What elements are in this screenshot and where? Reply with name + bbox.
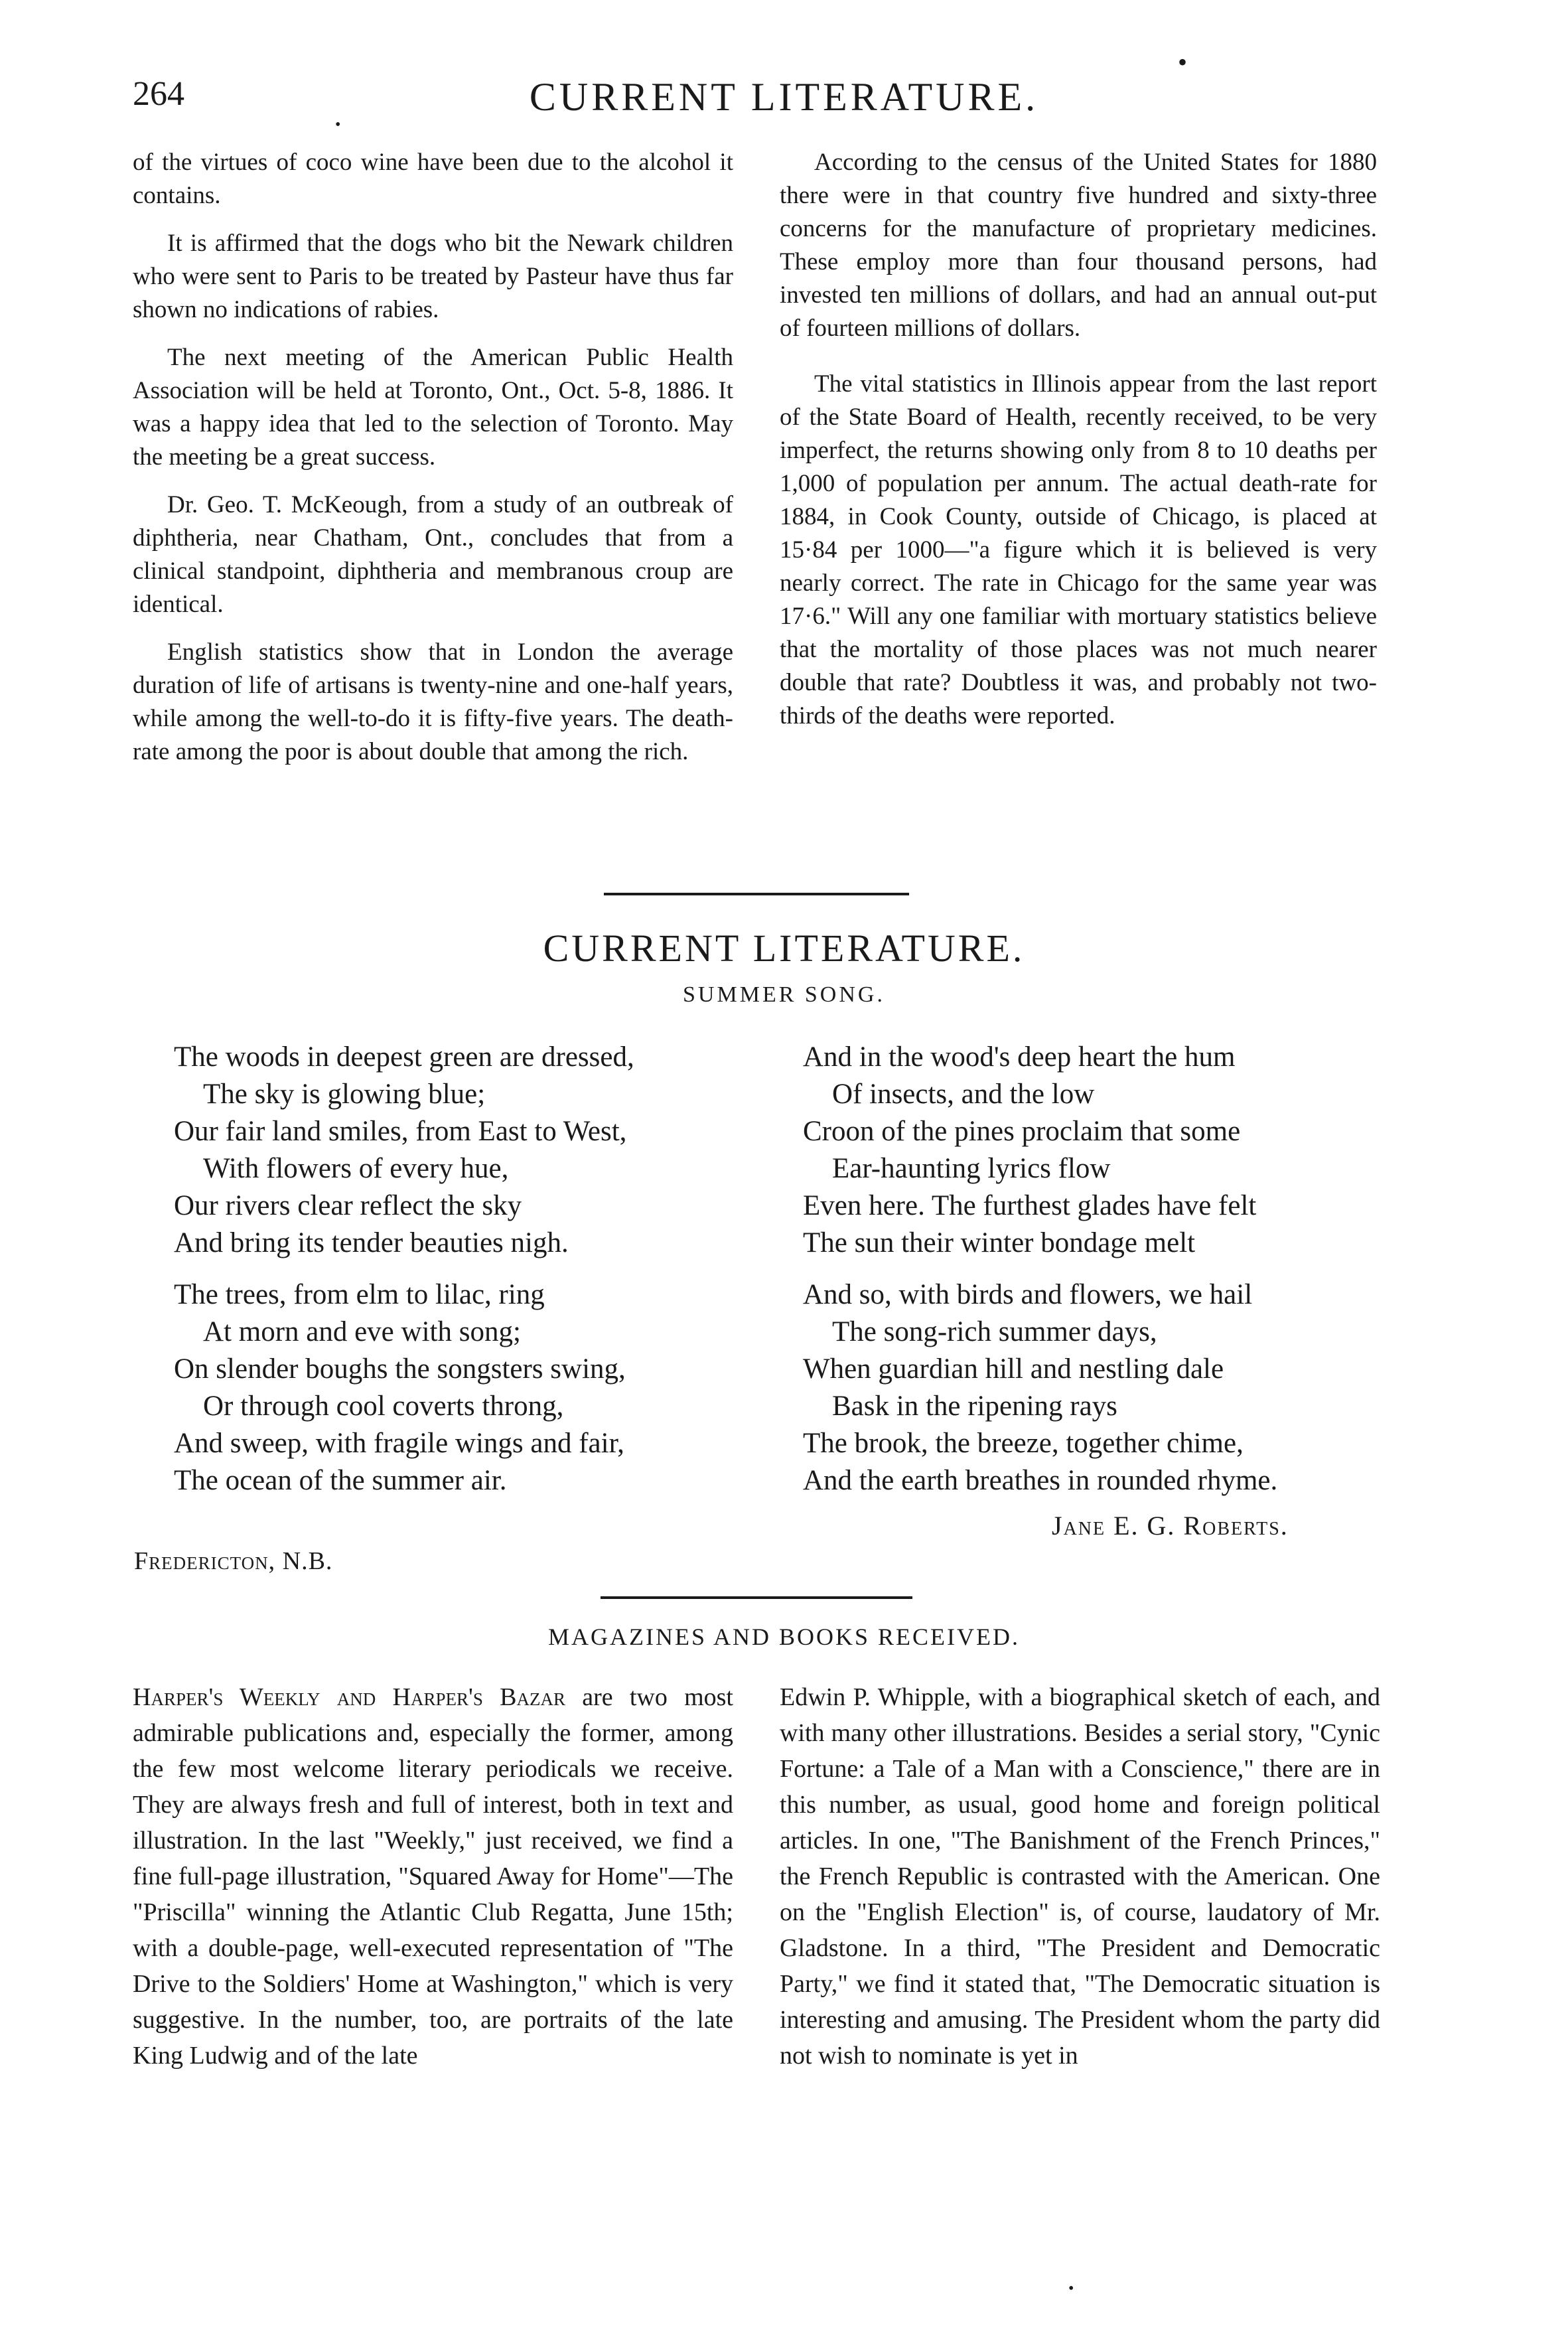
note-paragraph: Dr. Geo. T. McKeough, from a study of an outbreak of diphtheria, near Chatham, Ont., concludes that from a clinical standpoint, diphtheria and membranous croup are identical. <box>133 491 733 618</box>
review-text: are two most admirable publications and, especially the former, among the few most welcome literary periodicals we receive. They are always fresh and full of interest, both in text and illustration. In the last "Weekly," just received, we find a fine full-page illustration, "Squared Away for Home"—The "Priscilla" winning the Atlantic Club Regatta, June 15th; with a double-page, well-executed representation of "The Drive to the Soldiers' Home at Washington," which is very suggestive. In the number, too, are portraits of the late King Ludwig and of the late <box>133 1683 733 2070</box>
poem-line: And bring its tender beauties nigh. <box>174 1227 569 1258</box>
poem-title: SUMMER SONG. <box>683 982 885 1007</box>
poem-stanza <box>174 1039 634 1262</box>
poem-line: Bask in the ripening rays <box>832 1391 1117 1422</box>
poem-left-column <box>174 1039 634 1514</box>
poem-line: The ocean of the summer air. <box>174 1465 507 1496</box>
poem-line: At morn and eve with song; <box>203 1316 521 1347</box>
note-paragraph: English statistics show that in London the average duration of life of artisans is twenty-nine and one-half years, while among the well-to-do it is fifty-five years. The death-rate among the poor is about double that among the rich. <box>133 639 733 765</box>
magazines-left-column <box>133 1679 733 2088</box>
poem-line: When guardian hill and nestling dale <box>803 1353 1224 1385</box>
section-divider <box>604 893 909 895</box>
poem-right-column <box>803 1039 1277 1514</box>
poem-line: Or through cool coverts throng, <box>203 1391 564 1422</box>
poem-line: On slender boughs the songsters swing, <box>174 1353 626 1385</box>
note-paragraph: of the virtues of coco wine have been due to the alcohol it contains. <box>133 149 733 209</box>
note-paragraph: It is affirmed that the dogs who bit the Newark children who were sent to Paris to be treated by Pasteur have thus far shown no indications of rabies. <box>133 230 733 323</box>
poem-line: With flowers of every hue, <box>203 1153 509 1184</box>
poem-stanza <box>174 1276 634 1499</box>
section-divider <box>601 1596 912 1599</box>
poem-line: Our fair land smiles, from East to West, <box>174 1116 627 1147</box>
review-paragraph <box>133 1679 733 2074</box>
page-number: 264 <box>133 75 184 113</box>
poem-line: Of insects, and the low <box>832 1079 1095 1110</box>
ornament-dot: • <box>1068 2280 1074 2297</box>
note-paragraph: According to the census of the United States for 1880 there were in that country five hundred and sixty-three concerns for the manufacture of proprietary medicines. These employ more than four thousand persons, had invested ten millions of dollars, and had an annual out-put of fourteen millions of dollars. <box>780 149 1377 342</box>
poem-line: The song-rich summer days, <box>832 1316 1157 1347</box>
notes-left-column <box>133 146 733 783</box>
poem-line: And in the wood's deep heart the hum <box>803 1041 1236 1073</box>
poem-line: Ear-haunting lyrics flow <box>832 1153 1111 1184</box>
note-paragraph: The next meeting of the American Public Health Association will be held at Toronto, Ont., Oct. 5-8, 1886. It was a happy idea that led to the selection of Toronto. May the meeting be a great success. <box>133 344 733 471</box>
ornament-dot: • <box>335 116 341 133</box>
poem-line: The sky is glowing blue; <box>203 1079 486 1110</box>
review-lead: Harper's Weekly and Harper's Bazar <box>133 1683 565 1711</box>
poem-line: The sun their winter bondage melt <box>803 1227 1196 1258</box>
review-paragraph: Edwin P. Whipple, with a biographical sketch of each, and with many other illustrations. Besides a serial story, "Cynic Fortune: a Tale of a Man with a Conscience," there are in this number, as usual, good home and foreign political articles. In one, "The Banishment of the French Princes," the French Republic is contrasted with the American. One on the "English Election" is, of course, laudatory of Mr. Gladstone. In a third, "The President and Democratic Party," we find it stated that, "The Democratic situation is interesting and amusing. The President whom the party did not wish to nominate is yet in <box>780 1683 1380 2070</box>
poem-author: Jane E. G. Roberts. <box>1052 1511 1289 1541</box>
running-title: CURRENT LITERATURE. <box>529 75 1039 119</box>
poem-line: And so, with birds and flowers, we hail <box>803 1279 1253 1310</box>
magazines-right-column <box>780 1679 1380 2088</box>
poem-place: Fredericton, N.B. <box>134 1547 333 1575</box>
ornament-dot: • <box>1178 47 1188 77</box>
poem-line: And sweep, with fragile wings and fair, <box>174 1428 624 1459</box>
poem-line: The trees, from elm to lilac, ring <box>174 1279 545 1310</box>
poem-line: Even here. The furthest glades have felt <box>803 1190 1257 1221</box>
section-heading: CURRENT LITERATURE. <box>543 927 1025 970</box>
section-heading: MAGAZINES AND BOOKS RECEIVED. <box>547 1624 1020 1650</box>
notes-right-column <box>780 146 1377 747</box>
poem-stanza <box>803 1039 1277 1262</box>
poem-line: The woods in deepest green are dressed, <box>174 1041 634 1073</box>
poem-line: And the earth breathes in rounded rhyme. <box>803 1465 1278 1496</box>
poem-stanza <box>803 1276 1277 1499</box>
note-paragraph: The vital statistics in Illinois appear from the last report of the State Board of Health, recently received, to be very imperfect, the returns showing only from 8 to 10 deaths per 1,000 of population per annum. The actual death-rate for 1884, in Cook County, outside of Chicago, is placed at 15·84 per 1000—"a figure which it is believed is very nearly correct. The rate in Chicago for the same year was 17·6." Will any one familiar with mortuary statistics believe that the mortality of those places was not much nearer double that rate? Doubtless it was, and probably not two-thirds of the deaths were reported. <box>780 370 1377 729</box>
poem-line: Our rivers clear reflect the sky <box>174 1190 522 1221</box>
poem-line: Croon of the pines proclaim that some <box>803 1116 1241 1147</box>
poem-line: The brook, the breeze, together chime, <box>803 1428 1244 1459</box>
